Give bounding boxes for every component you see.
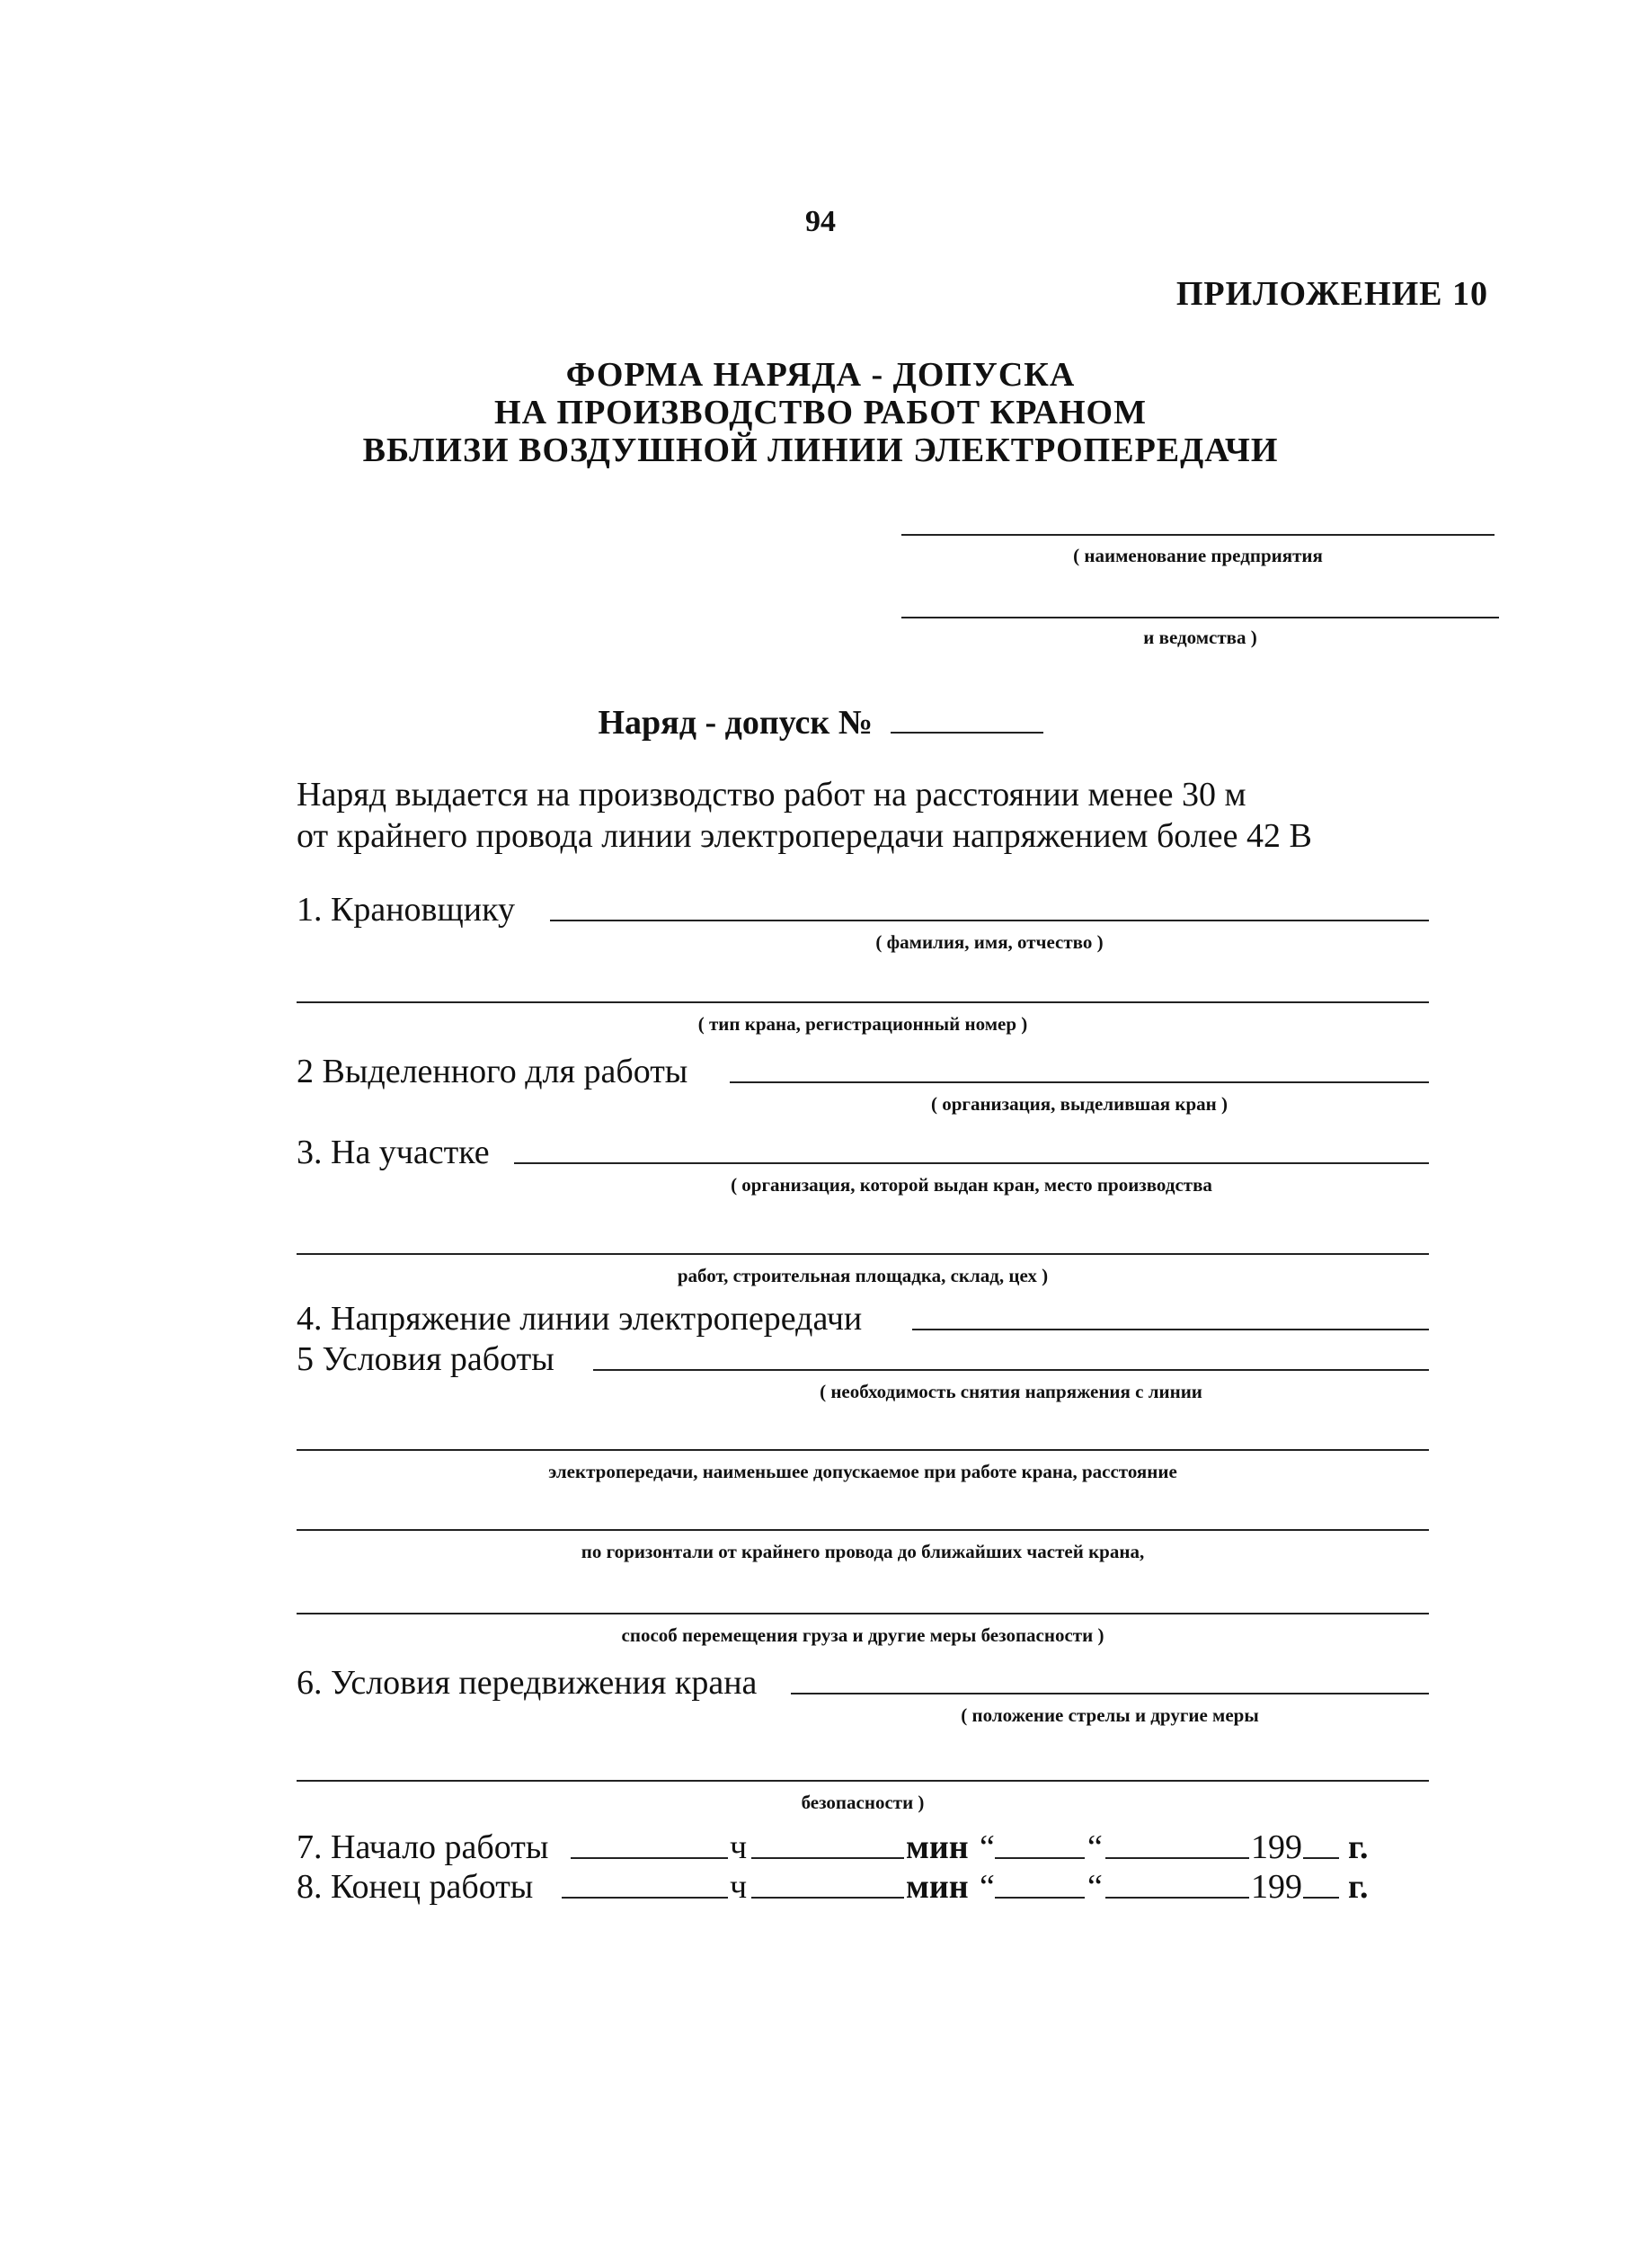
movement-line-2 (297, 1780, 1429, 1782)
ministry-caption: и ведомства ) (1143, 627, 1257, 648)
end-hour-blank (562, 1897, 728, 1899)
end-month-blank (1105, 1897, 1249, 1899)
ministry-line (901, 617, 1499, 618)
form-title-line-1: ФОРМА НАРЯДА - ДОПУСКА (565, 356, 1076, 394)
appendix-label: ПРИЛОЖЕНИЕ 10 (1175, 275, 1488, 313)
start-hour-blank (571, 1857, 728, 1859)
permit-number-blank (891, 705, 1043, 734)
crane-type-line (297, 1001, 1429, 1003)
site-line (514, 1162, 1429, 1164)
movement-label: 6. Условия передвижения крана (297, 1664, 758, 1702)
conditions-line-2 (297, 1449, 1429, 1451)
start-minute-blank (751, 1857, 904, 1859)
end-year-prefix: 199 (1251, 1868, 1302, 1906)
end-year-suffix: г. (1348, 1868, 1369, 1906)
start-year-prefix: 199 (1251, 1828, 1302, 1866)
movement-caption-2: безопасности ) (801, 1792, 925, 1813)
end-quote-close: “ (1087, 1868, 1103, 1906)
start-month-blank (1105, 1857, 1249, 1859)
start-quote-close: “ (1087, 1828, 1103, 1866)
end-hour-unit: ч (730, 1868, 748, 1906)
enterprise-name-line (901, 534, 1495, 536)
movement-line (791, 1693, 1429, 1694)
permit-heading (0, 703, 1641, 743)
form-title-line-2: НА ПРОИЗВОДСТВО РАБОТ КРАНОМ (494, 394, 1147, 431)
page-number: 94 (805, 205, 836, 238)
conditions-line (593, 1369, 1429, 1371)
site-caption-1: ( организация, которой выдан кран, место производства (731, 1174, 1212, 1196)
allocated-line (730, 1081, 1429, 1083)
site-caption-2: работ, строительная площадка, склад, цех ) (677, 1265, 1049, 1286)
conditions-label: 5 Условия работы (297, 1340, 554, 1378)
start-day-blank (995, 1857, 1085, 1859)
voltage-label: 4. Напряжение линии электропередачи (297, 1300, 863, 1338)
start-hour-unit: ч (730, 1828, 748, 1866)
start-minute-unit: мин (906, 1828, 969, 1866)
crane-operator-caption: ( фамилия, имя, отчество ) (875, 931, 1104, 953)
end-day-blank (995, 1897, 1085, 1899)
conditions-caption-1: ( необходимость снятия напряжения с линии (820, 1381, 1202, 1402)
crane-operator-label: 1. Крановщику (297, 891, 516, 929)
permit-heading-text: Наряд - допуск № (598, 704, 874, 742)
site-label: 3. На участке (297, 1134, 490, 1171)
allocated-caption: ( организация, выделившая кран ) (930, 1093, 1229, 1115)
intro-line-2: от крайнего провода линии электропередачи напряжением более 42 В (297, 817, 1312, 855)
movement-caption-1: ( положение стрелы и другие меры (961, 1704, 1259, 1726)
allocated-label: 2 Выделенного для работы (297, 1053, 688, 1090)
intro-line-1: Наряд выдается на производство работ на расстоянии менее 30 м (297, 776, 1246, 814)
conditions-line-4 (297, 1613, 1429, 1614)
conditions-caption-3: по горизонтали от крайнего провода до ближайших частей крана, (581, 1541, 1145, 1562)
start-quote-open: “ (980, 1828, 995, 1866)
start-year-suffix: г. (1348, 1828, 1369, 1866)
crane-operator-line (550, 920, 1429, 921)
start-year-blank (1303, 1857, 1339, 1859)
crane-type-caption: ( тип крана, регистрационный номер ) (697, 1013, 1028, 1035)
form-title-line-3: ВБЛИЗИ ВОЗДУШНОЙ ЛИНИИ ЭЛЕКТРОПЕРЕДАЧИ (362, 431, 1279, 469)
conditions-line-3 (297, 1529, 1429, 1531)
start-label: 7. Начало работы (297, 1828, 549, 1866)
end-quote-open: “ (980, 1868, 995, 1906)
conditions-caption-4: способ перемещения груза и другие меры безопасности ) (621, 1624, 1104, 1646)
end-minute-blank (751, 1897, 904, 1899)
end-year-blank (1303, 1897, 1339, 1899)
end-label: 8. Конец работы (297, 1868, 534, 1906)
conditions-caption-2: электропередачи, наименьшее допускаемое при работе крана, расстояние (548, 1461, 1177, 1482)
end-minute-unit: мин (906, 1868, 969, 1906)
voltage-line (912, 1329, 1429, 1330)
site-line-2 (297, 1253, 1429, 1255)
enterprise-caption: ( наименование предприятия (1073, 545, 1323, 566)
